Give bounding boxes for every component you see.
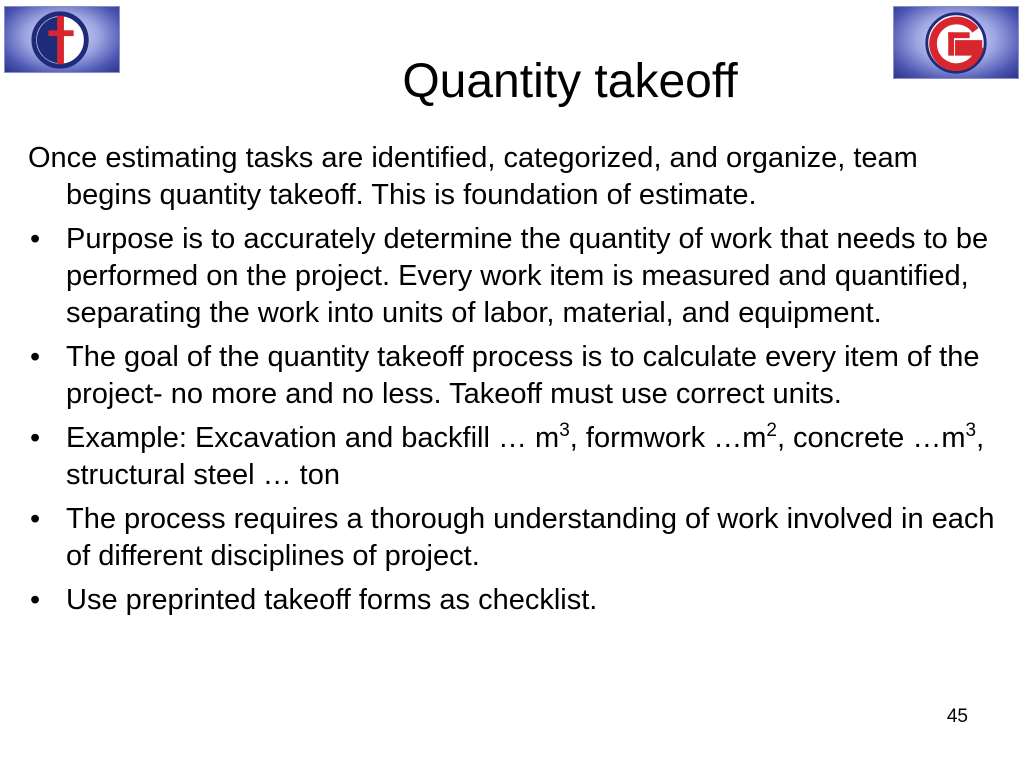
bullet-process — [28, 501, 1003, 575]
bullet-text: Use preprinted takeoff forms as checklist. — [66, 584, 598, 616]
university-logo — [4, 6, 120, 73]
example-text-4: , structural steel … ton — [66, 422, 985, 491]
slide-title: Quantity takeoff — [402, 55, 738, 109]
bullet-example — [28, 420, 1003, 494]
department-logo-icon — [894, 7, 1018, 78]
bullet-icon: • — [30, 584, 41, 616]
bullet-goal — [28, 339, 1003, 413]
bullet-icon: • — [30, 422, 41, 454]
unit-exponent: 3 — [559, 420, 570, 441]
page-number: 45 — [946, 706, 968, 727]
slide-body — [28, 140, 1003, 626]
example-text-3: , concrete …m — [776, 422, 966, 454]
unit-exponent: 2 — [766, 420, 777, 441]
bullet-icon: • — [30, 341, 41, 373]
example-text-2: , formwork …m — [569, 422, 767, 454]
intro-paragraph: Once estimating tasks are identified, categorized, and organize, team begins quantity takeoff. This is foundation of estimate. — [28, 142, 918, 211]
bullet-icon: • — [30, 503, 41, 535]
bullet-purpose — [28, 221, 1003, 332]
bullet-text: Purpose is to accurately determine the quantity of work that needs to be performed on the project. Every work item is measured and quantified, separating the work into units of labor, material, and equipment. — [66, 223, 989, 329]
bullet-text: The process requires a thorough understanding of work involved in each of different disciplines of project. — [66, 503, 995, 572]
university-logo-icon — [5, 7, 119, 72]
bullet-text: The goal of the quantity takeoff process is to calculate every item of the project- no more and no less. Takeoff must use correct units. — [66, 341, 980, 410]
example-text-1: Example: Excavation and backfill … m — [66, 422, 560, 454]
unit-exponent: 3 — [965, 420, 977, 441]
bullet-icon: • — [30, 223, 41, 255]
department-logo — [893, 6, 1019, 79]
bullet-forms — [28, 582, 1003, 619]
